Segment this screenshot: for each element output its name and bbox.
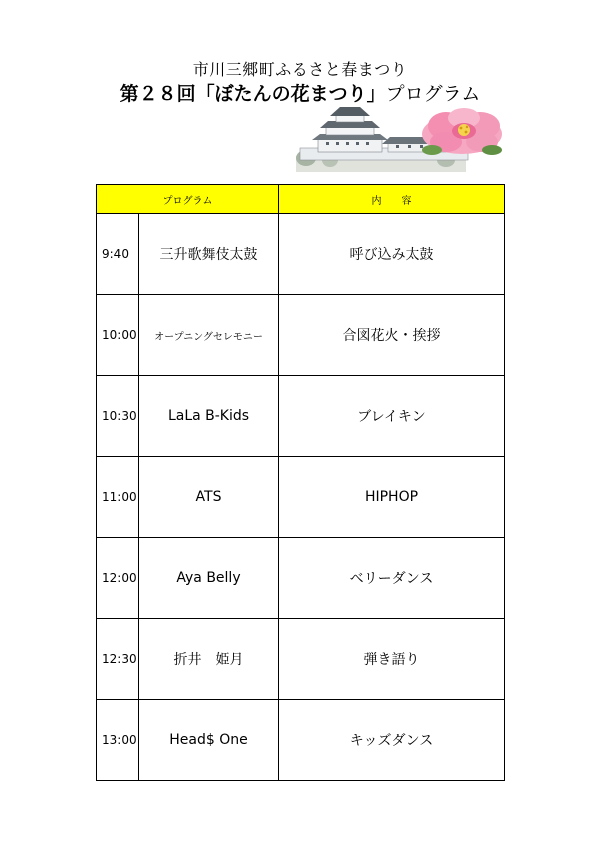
program-cell: 折井 姫月 — [139, 619, 279, 700]
header-program: プログラム — [97, 185, 279, 214]
time-cell: 9:40 — [97, 214, 139, 295]
time-cell: 12:00 — [97, 538, 139, 619]
content-cell: ブレイキン — [279, 376, 505, 457]
page-title — [0, 79, 600, 106]
table-row — [97, 295, 505, 376]
time-cell: 12:30 — [97, 619, 139, 700]
table-row — [97, 376, 505, 457]
content-cell: HIPHOP — [279, 457, 505, 538]
page-title-main: 第２８回「ぼたんの花まつり」 — [119, 83, 386, 105]
time-cell: 13:00 — [97, 700, 139, 781]
table-header-row — [97, 185, 505, 214]
program-cell: Head$ One — [139, 700, 279, 781]
program-schedule-table — [96, 184, 505, 781]
program-cell: 三升歌舞伎太鼓 — [139, 214, 279, 295]
content-cell: キッズダンス — [279, 700, 505, 781]
table-row — [97, 457, 505, 538]
program-cell: オープニングセレモニー — [139, 295, 279, 376]
program-cell: ATS — [139, 457, 279, 538]
content-cell: 弾き語り — [279, 619, 505, 700]
castle-roof-top — [330, 107, 370, 116]
peony-leaf — [482, 145, 502, 155]
table-row — [97, 214, 505, 295]
content-cell: 合図花火・挨拶 — [279, 295, 505, 376]
page-title-suffix: プログラム — [385, 83, 481, 105]
content-cell: 呼び込み太鼓 — [279, 214, 505, 295]
castle-peony-illustration — [296, 104, 504, 176]
peony-leaf — [422, 145, 442, 155]
time-cell: 10:30 — [97, 376, 139, 457]
table-row — [97, 619, 505, 700]
table-row — [97, 538, 505, 619]
table-row — [97, 700, 505, 781]
time-cell: 11:00 — [97, 457, 139, 538]
content-cell: ベリーダンス — [279, 538, 505, 619]
time-cell: 10:00 — [97, 295, 139, 376]
header-content: 内 容 — [279, 185, 505, 214]
program-cell: Aya Belly — [139, 538, 279, 619]
event-subtitle: 市川三郷町ふるさと春まつり — [192, 60, 408, 79]
program-cell: LaLa B-Kids — [139, 376, 279, 457]
